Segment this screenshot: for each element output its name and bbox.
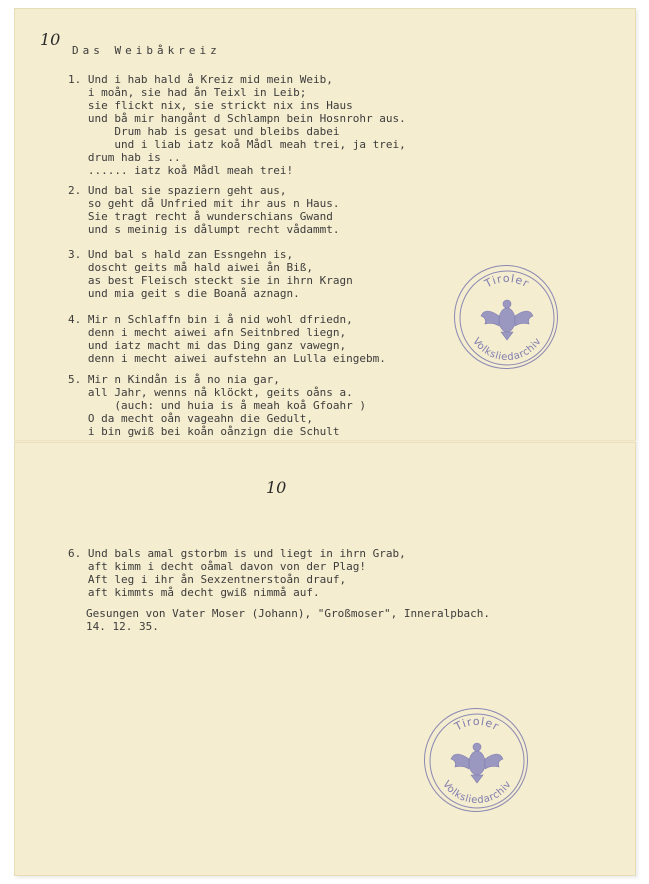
stamp-seal-graphic — [425, 709, 529, 813]
stanza-5: 5. Mir n Kindån is å no nia gar, all Jahr, wenns nå klöckt, geits oåns a. (auch: und huia is å meah koå Gfoahr ) O da mecht oån vageahn die Gedult, i bin gwiß bei koån oånzign die Schult — [68, 373, 367, 438]
archive-stamp-lower — [424, 708, 528, 812]
stanza-1: 1. Und i hab hald å Kreiz mid mein Weib, i moån, sie had ån Teixl in Leib; sie flickt nix, sie strickt nix ins Haus und bå mir hangånt d Schlampn bein Hosnrohr aus. Drum hab is gesat und bleibs dabei und i liab iatz koå Mådl meah trei, ja trei, drum hab is .. ...... iatz koå Mådl meah trei! — [68, 73, 406, 177]
svg-text:Volksliedarchiv: Volksliedarchiv — [470, 336, 544, 364]
stanza-2: 2. Und bal sie spaziern geht aus, so geht då Unfried mit ihr aus n Haus. Sie tragt recht å wunderschians Gwand und s meinig is dålumpt recht vådammt. — [68, 184, 340, 236]
svg-text:Tiroler: Tiroler — [482, 271, 532, 291]
eagle-icon — [451, 743, 503, 783]
page-fold — [14, 440, 636, 443]
archive-stamp — [454, 265, 558, 369]
stanza-4: 4. Mir n Schlaffn bin i å nid wohl dfriedn, denn i mecht aiwei afn Seitnbred liegn, und iatz macht mi das Ding ganz vawegn, denn i mecht aiwei aufstehn an Lulla eingebm. — [68, 313, 386, 365]
attribution: Gesungen von Vater Moser (Johann), "Großmoser", Inneralpbach. 14. 12. 35. — [86, 607, 490, 633]
page-number-middle: 10 — [266, 478, 287, 497]
eagle-icon — [481, 300, 533, 340]
song-title: Das Weibåkreiz — [72, 44, 221, 57]
stamp-seal-graphic — [455, 266, 559, 370]
stanza-6: 6. Und bals amal gstorbm is und liegt in ihrn Grab, aft kimm i decht oåmal davon von der Plag! Aft leg i ihr ån Sexzentnerstoån drauf, aft kimmts må decht gwiß nimmå auf. — [68, 547, 406, 599]
svg-text:Volksliedarchiv: Volksliedarchiv — [440, 779, 514, 807]
svg-text:Tiroler: Tiroler — [452, 714, 502, 734]
stanza-3: 3. Und bal s hald zan Essngehn is, doscht geits må hald aiwei ån Biß, as best Fleisch steckt sie in ihrn Kragn und mia geit s die Boanå aznagn. — [68, 248, 353, 300]
page-number-top: 10 — [40, 30, 61, 49]
